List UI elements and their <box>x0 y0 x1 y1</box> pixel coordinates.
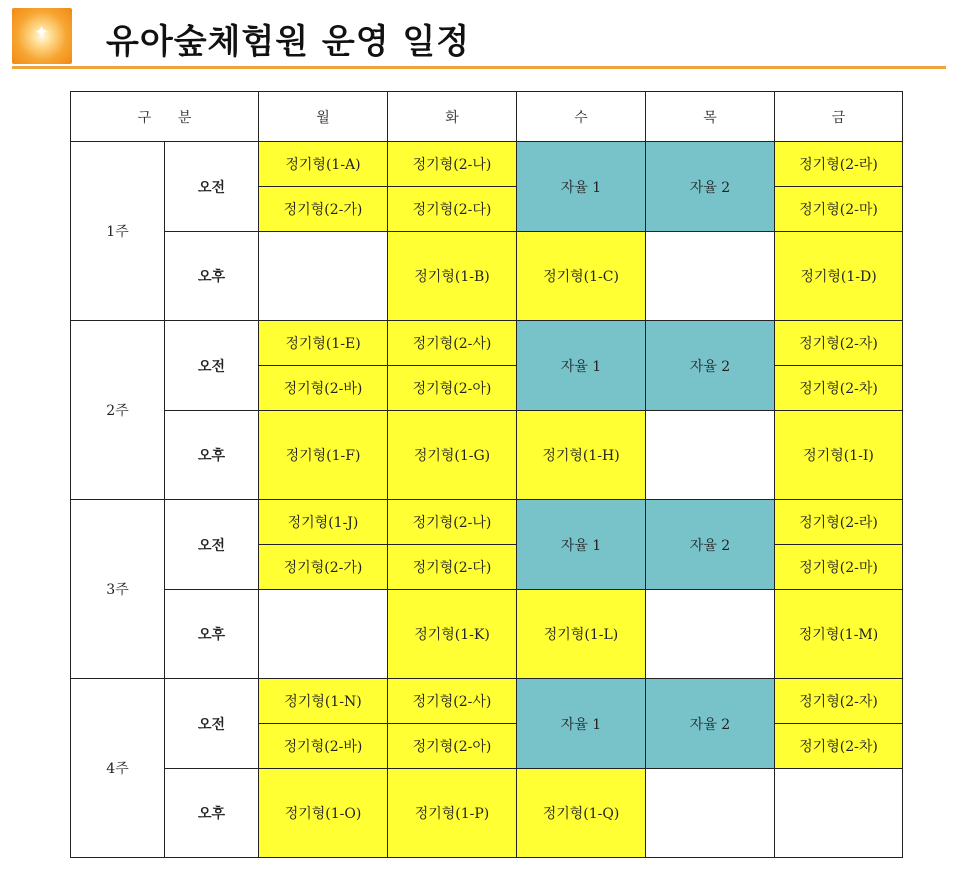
empty-cell <box>646 411 775 500</box>
session-cell: 정기형(1-M) <box>775 590 903 679</box>
free-session-cell: 자율 1 <box>517 500 646 590</box>
period-am-label: 오전 <box>165 321 259 411</box>
session-cell: 정기형(2-라) <box>775 500 903 545</box>
week-row-am-1 <box>71 679 903 724</box>
session-cell: 정기형(2-라) <box>775 142 903 187</box>
session-cell: 정기형(1-B) <box>388 232 517 321</box>
week-row-pm <box>71 232 903 321</box>
session-cell: 정기형(2-자) <box>775 321 903 366</box>
session-cell: 정기형(2-마) <box>775 545 903 590</box>
free-session-cell: 자율 2 <box>646 142 775 232</box>
header-row <box>71 92 903 142</box>
header-category: 구 분 <box>71 92 259 142</box>
empty-cell <box>646 232 775 321</box>
period-pm-label: 오후 <box>165 232 259 321</box>
week-label: 3주 <box>71 500 165 679</box>
session-cell: 정기형(2-아) <box>388 366 517 411</box>
title-underline <box>12 66 946 69</box>
session-cell: 정기형(1-H) <box>517 411 646 500</box>
session-cell: 정기형(2-사) <box>388 321 517 366</box>
free-session-cell: 자율 1 <box>517 321 646 411</box>
session-cell: 정기형(2-마) <box>775 187 903 232</box>
period-pm-label: 오후 <box>165 590 259 679</box>
week-row-pm <box>71 590 903 679</box>
title-bar <box>12 8 946 68</box>
session-cell: 정기형(2-다) <box>388 187 517 232</box>
period-am-label: 오전 <box>165 142 259 232</box>
session-cell: 정기형(2-가) <box>259 187 388 232</box>
period-pm-label: 오후 <box>165 411 259 500</box>
session-cell: 정기형(2-나) <box>388 142 517 187</box>
empty-cell <box>646 769 775 858</box>
header-day-tue: 화 <box>388 92 517 142</box>
free-session-cell: 자율 1 <box>517 679 646 769</box>
session-cell: 정기형(2-아) <box>388 724 517 769</box>
week-row-am-1 <box>71 321 903 366</box>
session-cell: 정기형(1-O) <box>259 769 388 858</box>
week-label: 1주 <box>71 142 165 321</box>
session-cell: 정기형(1-F) <box>259 411 388 500</box>
free-session-cell: 자율 2 <box>646 321 775 411</box>
session-cell: 정기형(2-차) <box>775 366 903 411</box>
session-cell: 정기형(2-바) <box>259 366 388 411</box>
week-row-pm <box>71 769 903 858</box>
period-am-label: 오전 <box>165 679 259 769</box>
free-session-cell: 자율 2 <box>646 679 775 769</box>
sparkle-icon: ✦ <box>12 8 72 64</box>
session-cell: 정기형(2-자) <box>775 679 903 724</box>
week-row-pm <box>71 411 903 500</box>
session-cell: 정기형(1-J) <box>259 500 388 545</box>
session-cell: 정기형(2-가) <box>259 545 388 590</box>
session-cell: 정기형(1-A) <box>259 142 388 187</box>
session-cell: 정기형(1-E) <box>259 321 388 366</box>
session-cell: 정기형(1-I) <box>775 411 903 500</box>
header-day-fri: 금 <box>775 92 903 142</box>
session-cell: 정기형(1-G) <box>388 411 517 500</box>
session-cell: 정기형(1-C) <box>517 232 646 321</box>
session-cell: 정기형(1-K) <box>388 590 517 679</box>
session-cell: 정기형(1-D) <box>775 232 903 321</box>
period-am-label: 오전 <box>165 500 259 590</box>
week-label: 2주 <box>71 321 165 500</box>
week-row-am-1 <box>71 142 903 187</box>
empty-cell <box>646 590 775 679</box>
empty-cell <box>259 232 388 321</box>
free-session-cell: 자율 2 <box>646 500 775 590</box>
session-cell: 정기형(1-L) <box>517 590 646 679</box>
session-cell: 정기형(2-사) <box>388 679 517 724</box>
session-cell: 정기형(2-다) <box>388 545 517 590</box>
header-day-wed: 수 <box>517 92 646 142</box>
session-cell: 정기형(2-바) <box>259 724 388 769</box>
week-row-am-1 <box>71 500 903 545</box>
empty-cell <box>259 590 388 679</box>
schedule-table <box>70 91 903 858</box>
page-title: 유아숲체험원 운영 일정 <box>106 22 471 62</box>
session-cell: 정기형(1-P) <box>388 769 517 858</box>
empty-cell <box>775 769 903 858</box>
free-session-cell: 자율 1 <box>517 142 646 232</box>
header-day-thu: 목 <box>646 92 775 142</box>
header-day-mon: 월 <box>259 92 388 142</box>
session-cell: 정기형(2-차) <box>775 724 903 769</box>
session-cell: 정기형(2-나) <box>388 500 517 545</box>
period-pm-label: 오후 <box>165 769 259 858</box>
session-cell: 정기형(1-Q) <box>517 769 646 858</box>
week-label: 4주 <box>71 679 165 858</box>
session-cell: 정기형(1-N) <box>259 679 388 724</box>
